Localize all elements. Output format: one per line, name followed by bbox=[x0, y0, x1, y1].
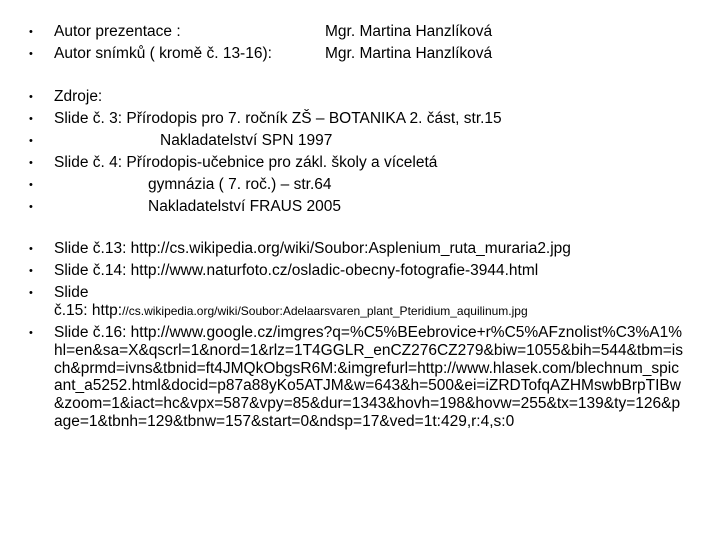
bullet: • bbox=[29, 91, 33, 103]
web-source-15-url: //cs.wikipedia.org/wiki/Soubor:Adelaarsvaren_plant_Pteridium_aquilinum.jpg bbox=[122, 304, 528, 318]
bullet: • bbox=[29, 287, 33, 299]
web-source-15-label: Slide bbox=[54, 284, 89, 301]
web-source-16: Slide č.16: http://www.google.cz/imgres?q=%C5%BEebrovice+r%C5%AFznolist%C3%A1%hl=en&sa=X&qscrl=1&nord=1&rlz=1T4GGLR_enCZ276CZ279&biw=1055&bih=544&tbm=isch&prmd=ivns&tbnid=ft4JMQkObgsR6M:&imgrefurl=http://www.hlasek.com/blechnum_spicant_a5252.html&docid=p87a88yKo5ATJM&w=643&h=500&ei=iZRDTofqAZHMswbBrpTIBw&zoom=1&iact=hc&vpx=587&vpy=85&dur=1343&hovh=198&hovw=255&tx=139&ty=126&page=1&tbnh=129&tbnw=157&start=0&ndsp=17&ved=1t:429,r:4,s:0 bbox=[54, 324, 683, 431]
source-line: Slide č. 4: Přírodopis-učebnice pro zákl. školy a víceletá bbox=[54, 154, 438, 171]
sources-heading: Zdroje: bbox=[54, 88, 103, 105]
author-presentation-label: Autor prezentace : bbox=[54, 23, 181, 40]
bullet: • bbox=[29, 179, 33, 191]
bullet: • bbox=[29, 243, 33, 255]
bullet: • bbox=[29, 48, 33, 60]
bullet: • bbox=[29, 157, 33, 169]
bullet: • bbox=[29, 113, 33, 125]
bullet: • bbox=[29, 327, 33, 339]
bullet: • bbox=[29, 201, 33, 213]
web-source-14: Slide č.14: http://www.naturfoto.cz/osladic-obecny-fotografie-3944.html bbox=[54, 262, 539, 279]
web-source-15 bbox=[54, 302, 528, 320]
web-source-15-prefix: č.15: http: bbox=[54, 302, 123, 319]
source-line: Nakladatelství FRAUS 2005 bbox=[148, 198, 341, 215]
bullet: • bbox=[29, 26, 33, 38]
bullet: • bbox=[29, 265, 33, 277]
web-source-13: Slide č.13: http://cs.wikipedia.org/wiki/Soubor:Asplenium_ruta_muraria2.jpg bbox=[54, 240, 571, 257]
bullet: • bbox=[29, 135, 33, 147]
source-line: Nakladatelství SPN 1997 bbox=[160, 132, 333, 149]
source-line: Slide č. 3: Přírodopis pro 7. ročník ZŠ – BOTANIKA 2. část, str.15 bbox=[54, 110, 502, 127]
source-line: gymnázia ( 7. roč.) – str.64 bbox=[148, 176, 332, 193]
author-presentation-value: Mgr. Martina Hanzlíková bbox=[325, 23, 493, 40]
author-slides-value: Mgr. Martina Hanzlíková bbox=[325, 45, 493, 62]
author-slides-label: Autor snímků ( kromě č. 13-16): bbox=[54, 45, 272, 62]
